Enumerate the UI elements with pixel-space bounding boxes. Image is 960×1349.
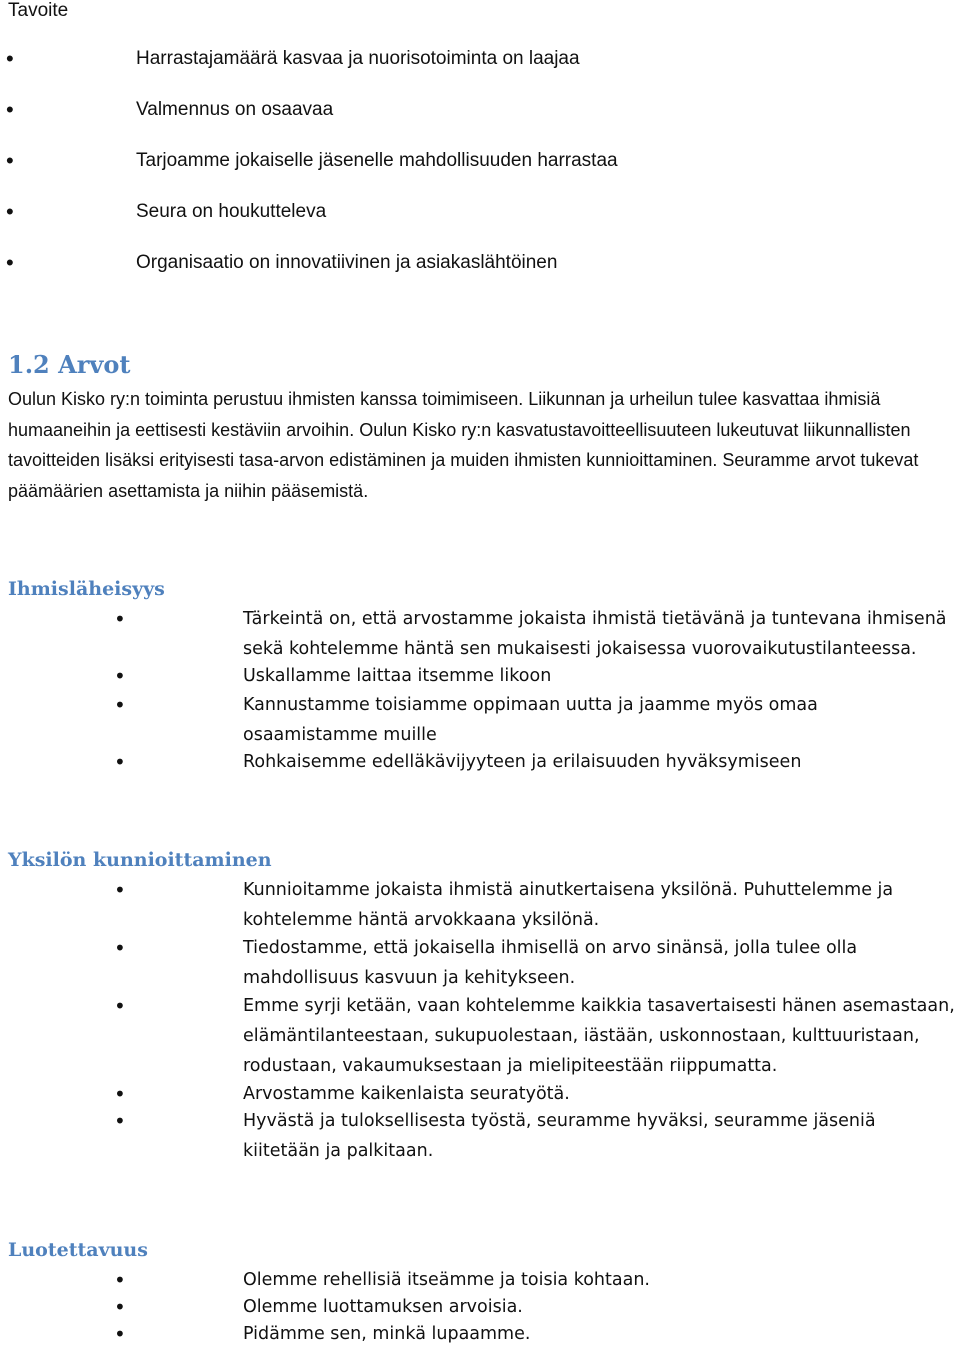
goal-text: Seura on houkutteleva xyxy=(136,201,327,222)
list-item-text: Olemme rehellisiä itseämme ja toisia kohtaan. xyxy=(243,1270,650,1290)
list-item xyxy=(0,1265,957,1292)
list-item-text: Arvostamme kaikenlaista seuratyötä. xyxy=(243,1084,570,1104)
list-item xyxy=(0,875,957,933)
list-item-text: Hyvästä ja tuloksellisesta työstä, seuramme hyväksi, seuramme jäseniä kiitetään ja palkitaan. xyxy=(243,1111,876,1161)
ihmislaheisyys-list xyxy=(0,604,960,776)
list-item xyxy=(0,1319,957,1346)
bullet-icon: • xyxy=(114,994,126,1018)
ihmislaheisyys-heading: Ihmisläheisyys xyxy=(8,578,165,600)
list-item-text: Pidämme sen, minkä lupaamme. xyxy=(243,1324,531,1344)
bullet-icon: • xyxy=(6,97,14,122)
list-item xyxy=(0,1106,957,1164)
goal-text: Tarjoamme jokaiselle jäsenelle mahdollisuuden harrastaa xyxy=(136,150,618,171)
list-item xyxy=(0,747,957,776)
arvot-heading: 1.2 Arvot xyxy=(8,350,131,379)
list-item xyxy=(0,991,957,1079)
bullet-icon: • xyxy=(114,1322,126,1346)
bullet-icon: • xyxy=(114,607,126,631)
bullet-icon: • xyxy=(114,664,126,688)
bullet-icon: • xyxy=(114,936,126,960)
arvot-paragraph: Oulun Kisko ry:n toiminta perustuu ihmisten kanssa toimimiseen. Liikunnan ja urheilun tulee kasvattaa ihmisiä humaaneihin ja eettisesti kestäviin arvoihin. Oulun Kisko ry:n kasvatustavoitteellisuuteen lukeutuvat liikunnallisten tavoitteiden lisäksi erityisesti tasa-arvon edistäminen ja muiden ihmisten kunnioittaminen. Seuramme arvot tukevat päämäärien asettamista ja niihin pääsemistä. xyxy=(8,389,919,501)
list-item-text: Kannustamme toisiamme oppimaan uutta ja jaamme myös omaa osaamistamme muille xyxy=(243,695,818,745)
luotettavuus-heading: Luotettavuus xyxy=(8,1239,148,1261)
bullet-icon: • xyxy=(114,750,126,774)
bullet-icon: • xyxy=(6,148,14,173)
list-item-text: Emme syrji ketään, vaan kohtelemme kaikkia tasavertaisesti hänen asemastaan, elämäntilanteestaan, sukupuolestaan, iästään, uskonnostaan, kulttuuristaan, rodustaan, vakaumuksestaan ja mielipiteestään riippumatta. xyxy=(243,996,955,1076)
bullet-icon: • xyxy=(114,1082,126,1106)
list-item-text: Tiedostamme, että jokaisella ihmisellä on arvo sinänsä, jolla tulee olla mahdollisuus kasvuun ja kehitykseen. xyxy=(243,938,858,988)
goal-text: Valmennus on osaavaa xyxy=(136,99,334,120)
yksilon-kunnioittaminen-list xyxy=(0,875,960,1164)
list-item-text: Olemme luottamuksen arvoisia. xyxy=(243,1297,523,1317)
bullet-icon: • xyxy=(6,250,14,275)
list-item-text: Uskallamme laittaa itsemme likoon xyxy=(243,666,552,686)
goal-text: Organisaatio on innovatiivinen ja asiakaslähtöinen xyxy=(136,252,558,273)
bullet-icon: • xyxy=(114,1295,126,1319)
tavoite-title: Tavoite xyxy=(8,0,69,21)
bullet-icon: • xyxy=(114,1109,126,1133)
list-item xyxy=(0,933,957,991)
bullet-icon: • xyxy=(114,878,126,902)
yksilon-kunnioittaminen-heading: Yksilön kunnioittaminen xyxy=(8,849,272,871)
list-item-text: Kunnioitamme jokaista ihmistä ainutkertaisena yksilönä. Puhuttelemme ja kohtelemme häntä arvokkaana yksilönä. xyxy=(243,880,894,930)
list-item xyxy=(0,1292,957,1319)
bullet-icon: • xyxy=(114,693,126,717)
luotettavuus-list xyxy=(0,1265,960,1346)
list-item xyxy=(0,661,957,690)
bullet-icon: • xyxy=(6,199,14,224)
list-item xyxy=(0,1079,957,1106)
list-item xyxy=(0,604,957,661)
bullet-icon: • xyxy=(6,46,14,71)
list-item xyxy=(0,690,957,747)
bullet-icon: • xyxy=(114,1268,126,1292)
list-item-text: Tärkeintä on, että arvostamme jokaista ihmistä tietävänä ja tuntevana ihmisenä sekä kohtelemme häntä sen mukaisesti jokaisessa vuorovaikutustilanteessa. xyxy=(243,609,947,659)
goal-text: Harrastajamäärä kasvaa ja nuorisotoiminta on laajaa xyxy=(136,48,580,69)
list-item-text: Rohkaisemme edelläkävijyyteen ja erilaisuuden hyväksymiseen xyxy=(243,752,802,772)
